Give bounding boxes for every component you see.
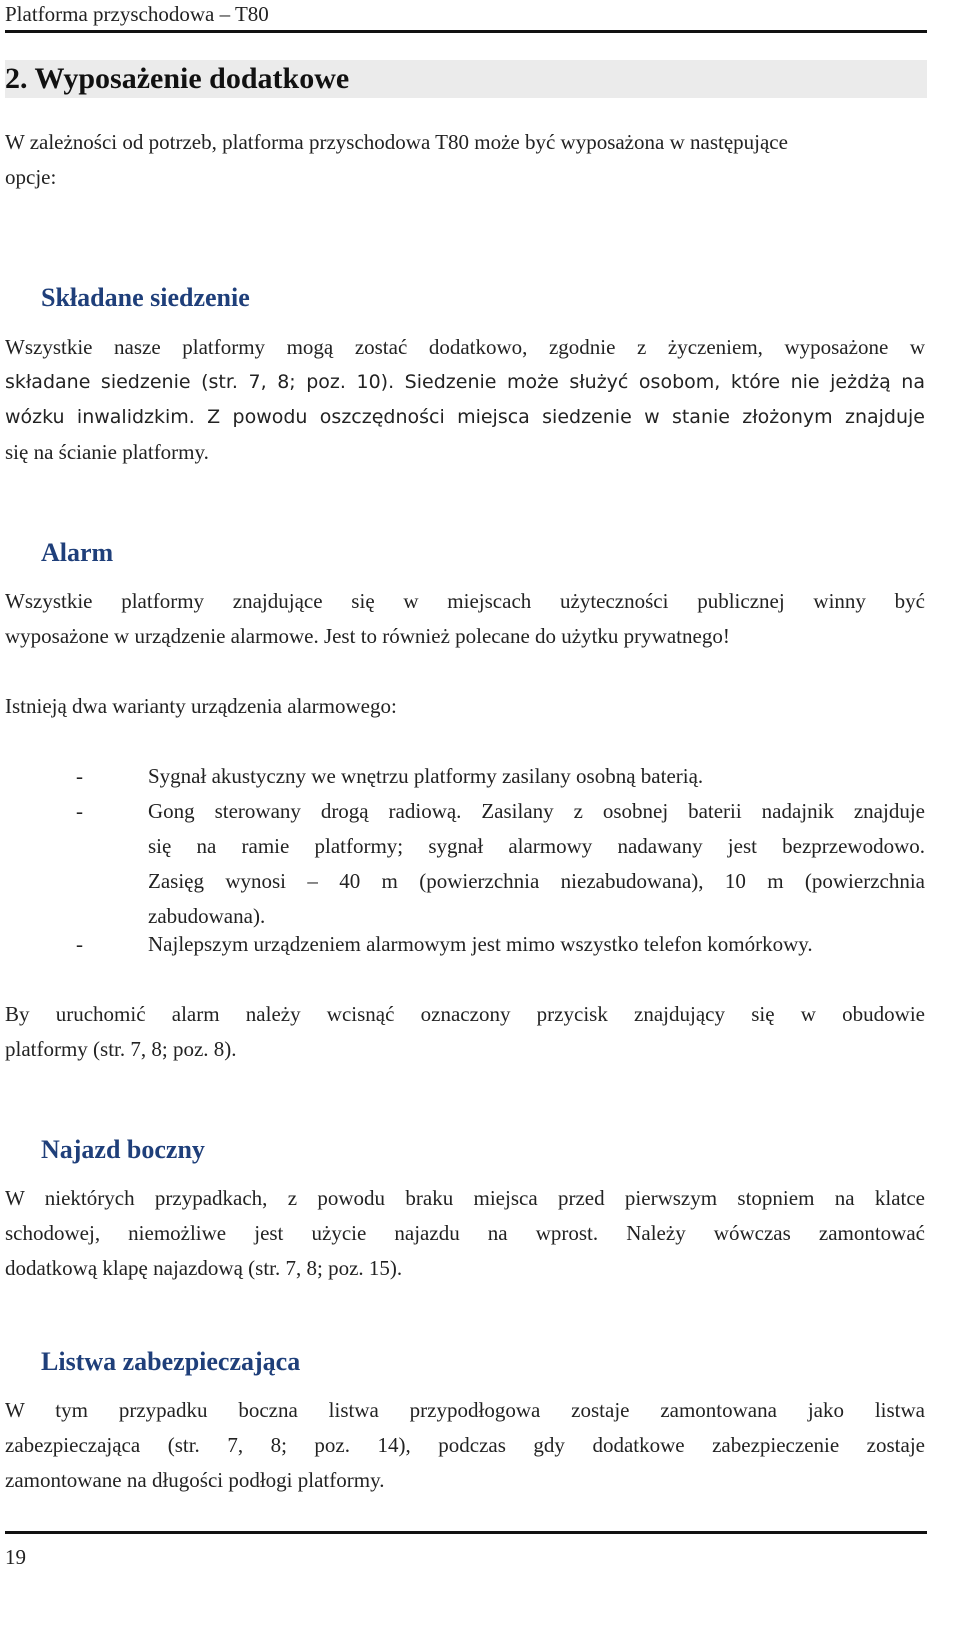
section-title: 2. Wyposażenie dodatkowe [5,62,350,95]
heading-folding-seat: Składane siedzenie [41,283,250,312]
paragraph-line: składane siedzenie (str. 7, 8; poz. 10). Siedzenie może służyć osobom, które nie jeżdżą na [5,371,925,393]
list-item-line: zabudowana). [148,904,266,928]
paragraph-line: zabezpieczająca (str. 7, 8; poz. 14), podczas gdy dodatkowe zabezpieczenie zostaje [5,1433,925,1457]
alarm-variants-intro [5,689,925,724]
paragraph-line: W niektórych przypadkach, z powodu braku miejsca przed pierwszym stopniem na klatce [5,1186,925,1210]
list-item-line: Najlepszym urządzeniem alarmowym jest mimo wszystko telefon komórkowy. [148,932,813,956]
paragraph-line: By uruchomić alarm należy wcisnąć oznaczony przycisk znajdujący się w obudowie [5,1002,925,1026]
paragraph-line: schodowej, niemożliwe jest użycie najazdu na wprost. Należy wówczas zamontować [5,1221,925,1245]
paragraph-line: Istnieją dwa warianty urządzenia alarmowego: [5,694,397,718]
paragraph-line: zamontowane na długości podłogi platformy. [5,1468,385,1492]
footer-rule [5,1531,927,1534]
paragraph-line: platformy (str. 7, 8; poz. 8). [5,1037,237,1061]
heading-side-ramp: Najazd boczny [41,1135,205,1164]
list-bullet: - [76,799,83,823]
list-item-line: Sygnał akustyczny we wnętrzu platformy zasilany osobną baterią. [148,764,704,788]
paragraph-line: Wszystkie platformy znajdujące się w miejscach użyteczności publicznej winny być [5,589,925,613]
list-item-text [148,927,925,962]
paragraph-line: się na ścianie platformy. [5,440,209,464]
list-item [5,759,925,794]
list-bullet: - [76,932,83,956]
heading-safety-strip: Listwa zabezpieczająca [41,1347,301,1376]
paragraph-line: dodatkową klapę najazdową (str. 7, 8; poz. 15). [5,1256,403,1280]
alarm-paragraph [5,584,925,654]
intro-line: opcje: [5,165,57,189]
page-number: 19 [5,1545,26,1569]
list-item-line: się na ramie platformy; sygnał alarmowy nadawany jest bezprzewodowo. [148,834,925,858]
heading-alarm: Alarm [41,538,114,567]
folding-seat-paragraph [5,330,925,470]
list-item [5,927,925,962]
intro-paragraph [5,125,925,195]
list-bullet: - [76,764,83,788]
intro-line: W zależności od potrzeb, platforma przyschodowa T80 może być wyposażona w następujące [5,130,788,154]
list-item [5,794,925,934]
list-item-line: Gong sterowany drogą radiową. Zasilany z osobnej baterii nadajnik znajduje [148,799,925,823]
paragraph-line: Wszystkie nasze platformy mogą zostać dodatkowo, zgodnie z życzeniem, wyposażone w [5,335,925,359]
page-header [5,0,927,33]
list-item-text [148,794,925,934]
paragraph-line: wyposażone w urządzenie alarmowe. Jest to również polecane do użytku prywatnego! [5,624,730,648]
list-item-line: Zasięg wynosi – 40 m (powierzchnia niezabudowana), 10 m (powierzchnia [148,869,925,893]
paragraph-line: W tym przypadku boczna listwa przypodłogowa zostaje zamontowana jako listwa [5,1398,925,1422]
side-ramp-paragraph [5,1181,925,1286]
safety-strip-paragraph [5,1393,925,1498]
document-title: Platforma przyschodowa – T80 [5,2,269,26]
list-item-text [148,759,925,794]
section-banner [5,60,927,98]
paragraph-line: wózku inwalidzkim. Z powodu oszczędności miejsca siedzenie w stanie złożonym znajduje [5,406,925,428]
alarm-activation-paragraph [5,997,925,1067]
